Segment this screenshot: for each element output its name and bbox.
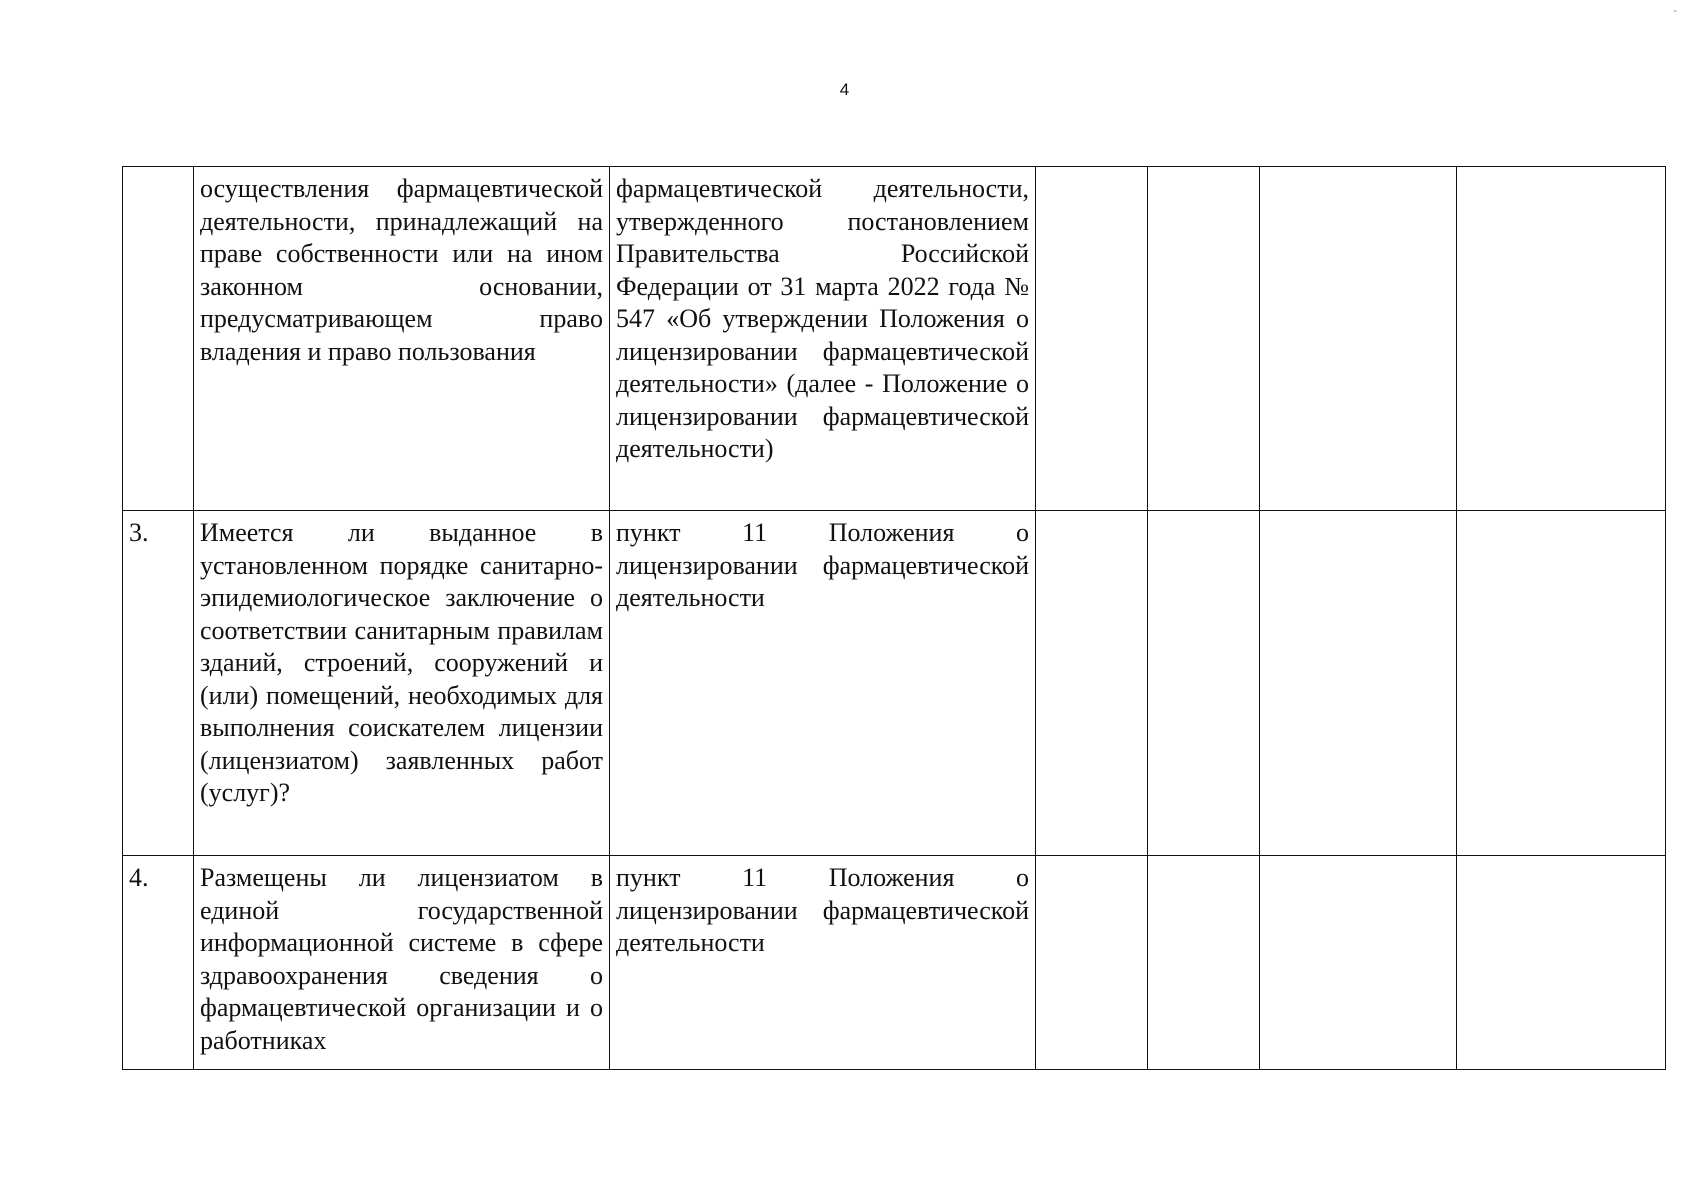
answer-cell-3	[1260, 167, 1457, 511]
answer-cell-2	[1148, 856, 1260, 1070]
reference-cell: фармацевтической деятельности, утвержденного постановлением Правительства Российской Федерации от 31 марта 2022 года № 547 «Об утверждении Положения о лицензировании фармацевтической деятельности» (далее - Положение о лицензировании фармацевтической деятельности)	[610, 167, 1036, 511]
reference-cell: пункт 11 Положения о лицензировании фармацевтической деятельности	[610, 511, 1036, 856]
answer-cell-4	[1457, 511, 1666, 856]
answer-cell-1	[1036, 167, 1148, 511]
table-row	[123, 856, 1666, 1070]
answer-cell-2	[1148, 511, 1260, 856]
table-row	[123, 167, 1666, 511]
table-row	[123, 511, 1666, 856]
row-number-cell: 4.	[123, 856, 194, 1070]
question-cell: осуществления фармацевтической деятельности, принадлежащий на праве собственности или на ином законном основании, предусматривающем право владения и право пользования	[194, 167, 610, 511]
reference-cell: пункт 11 Положения о лицензировании фармацевтической деятельности	[610, 856, 1036, 1070]
answer-cell-4	[1457, 856, 1666, 1070]
page-number: 4	[839, 80, 850, 99]
answer-cell-3	[1260, 511, 1457, 856]
answer-cell-2	[1148, 167, 1260, 511]
question-cell: Размещены ли лицензиатом в единой государственной информационной системе в сфере здравоохранения сведения о фармацевтической организации и о работниках	[194, 856, 610, 1070]
answer-cell-1	[1036, 511, 1148, 856]
edge-mark: -	[1673, 6, 1677, 17]
answer-cell-4	[1457, 167, 1666, 511]
question-cell: Имеется ли выданное в установленном порядке санитарно-эпидемиологическое заключение о соответствии санитарным правилам зданий, строений, сооружений и (или) помещений, необходимых для выполнения соискателем лицензии (лицензиатом) заявленных работ (услуг)?	[194, 511, 610, 856]
row-number-cell	[123, 167, 194, 511]
answer-cell-3	[1260, 856, 1457, 1070]
answer-cell-1	[1036, 856, 1148, 1070]
row-number-cell: 3.	[123, 511, 194, 856]
checklist-table	[122, 166, 1666, 1070]
